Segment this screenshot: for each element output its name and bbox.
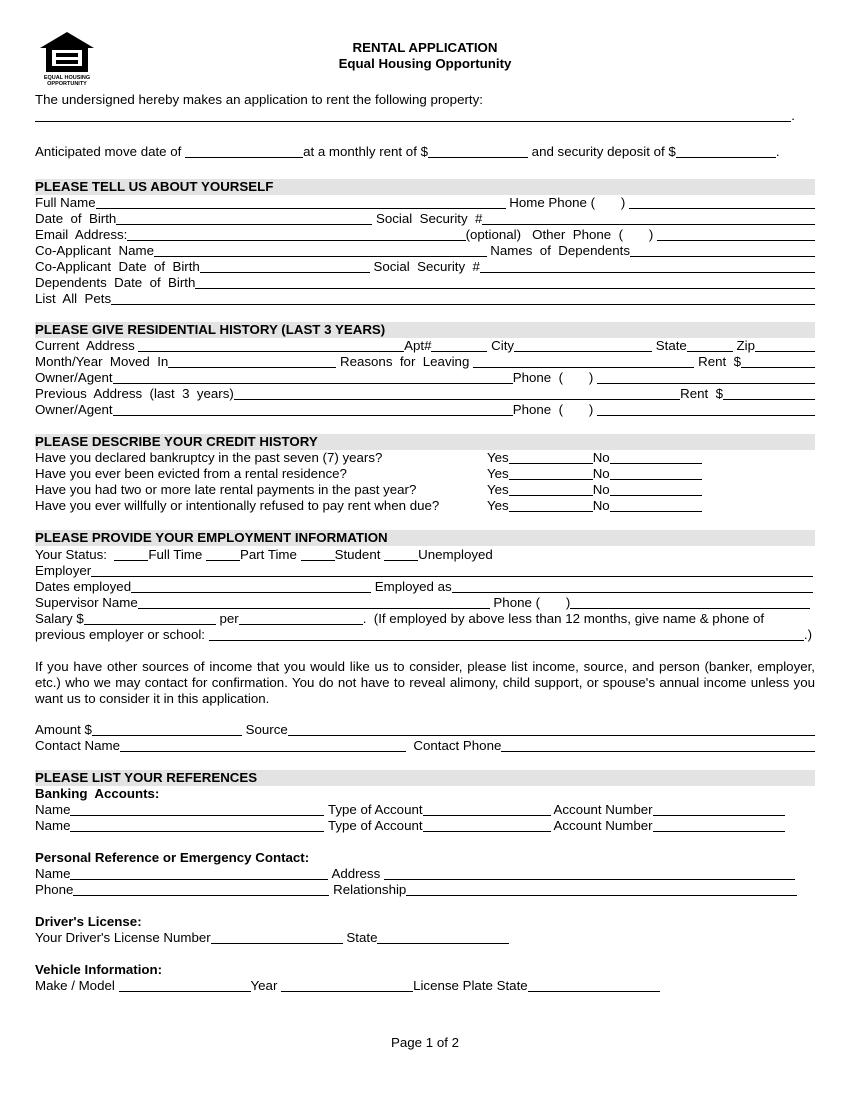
bank-name-label: Name [35,818,71,833]
dob-field[interactable] [116,212,372,225]
previous-employer-row [35,627,812,643]
dependents-field[interactable] [630,244,815,257]
account-type-field[interactable] [423,819,551,832]
dl-state-label: State [342,930,378,945]
email-label: Email Address: [35,227,128,242]
owner-field[interactable] [113,371,513,384]
banking-heading [35,786,815,802]
owner2-phone-field[interactable] [597,403,815,416]
owner2-label: Owner/Agent [35,402,113,417]
deposit-label: and security deposit of $ [527,144,676,159]
yes-label: Yes [487,466,509,481]
yes-label: Yes [487,450,509,465]
previous-address-row [35,386,815,402]
dates-row [35,579,813,595]
dep-dob-row [35,275,815,291]
coapp-name-field[interactable] [154,244,487,257]
no-field[interactable] [610,499,702,512]
account-type-field[interactable] [423,803,551,816]
per-label: per [215,611,239,626]
unemployed-label: Unemployed [418,547,493,562]
city-field[interactable] [514,339,652,352]
pets-row [35,291,815,307]
yes-field[interactable] [509,451,593,464]
status-label: Your Status: [35,547,115,562]
other-phone-label: (optional) Other Phone ( ) [465,227,657,242]
rent2-field[interactable] [723,387,815,400]
moved-in-field[interactable] [168,355,336,368]
no-field[interactable] [610,467,702,480]
rent2-label: Rent $ [680,386,723,401]
unemployed-checkbox[interactable] [384,548,418,561]
supervisor-phone-field[interactable] [570,596,810,609]
student-checkbox[interactable] [301,548,335,561]
account-number-label: Account Number [550,818,653,833]
monthly-rent-label: at a monthly rent of $ [303,144,428,159]
make-label: Make / Model [35,978,119,993]
personal-heading [35,850,815,866]
amount-field[interactable] [92,723,242,736]
credit-question: Have you ever willfully or intentionally refused to pay rent when due? [35,498,440,513]
owner-row [35,370,815,386]
apt-field[interactable] [431,339,487,352]
credit-row-4 [35,498,702,514]
status-row [35,547,493,563]
full-name-label: Full Name [35,195,96,210]
full-time-label: Full Time [148,547,206,562]
section-about-yourself: PLEASE TELL US ABOUT YOURSELF [35,179,815,195]
owner2-field[interactable] [113,403,513,416]
move-row [35,144,798,160]
property-row [35,108,795,124]
email-field[interactable] [127,228,465,241]
dependents-label: Names of Dependents [486,243,630,258]
contact-name-label: Contact Name [35,738,120,753]
owner2-row [35,402,815,418]
account-type-label: Type of Account [324,818,423,833]
credit-question: Have you had two or more late rental payments in the past year? [35,482,417,497]
previous-address-label: Previous Address (last 3 years) [35,386,234,401]
amount-label: Amount $ [35,722,92,737]
dates-employed-field[interactable] [131,580,371,593]
page-title [0,40,850,72]
full-name-field[interactable] [96,196,506,209]
personal-name-label: Name [35,866,71,881]
income-paragraph: If you have other sources of income that you would like us to consider, please list income, source, and person (banker, employer, etc.) who we may contact for confirmation. You do not have to reveal alimony, child support, or spouse's annual income unless you want us to consider it in this application. [35,659,815,706]
moved-in-label: Month/Year Moved In [35,354,169,369]
monthly-rent-field[interactable] [428,145,528,158]
bank-row-1 [35,802,785,818]
intro-row [35,92,815,108]
dob-label: Date of Birth [35,211,117,226]
section-references: PLEASE LIST YOUR REFERENCES [35,770,815,786]
yes-field[interactable] [509,467,593,480]
deposit-field[interactable] [676,145,776,158]
salary-label: Salary $ [35,611,84,626]
bank-row-2 [35,818,785,834]
pets-label: List All Pets [35,291,112,306]
owner2-phone-label: Phone ( ) [512,402,597,417]
pets-field[interactable] [111,292,815,305]
drivers-heading [35,914,815,930]
year-field[interactable] [281,979,413,992]
vehicle-label: Vehicle Information: [35,962,163,977]
salary-row [35,611,764,627]
plate-field[interactable] [528,979,660,992]
source-field[interactable] [288,723,815,736]
owner-phone-field[interactable] [597,371,815,384]
current-address-field[interactable] [138,339,404,352]
bank-name-field[interactable] [70,803,324,816]
coapp-ssn-label: Social Security # [369,259,480,274]
reasons-label: Reasons for Leaving [336,354,474,369]
contact-phone-field[interactable] [501,739,815,752]
coapp-ssn-field[interactable] [480,260,815,273]
previous-employer-label: previous employer or school: [35,627,209,642]
contact-name-field[interactable] [120,739,406,752]
salary-field[interactable] [84,612,216,625]
coapp-dob-row [35,259,815,275]
no-label: No [592,498,610,513]
apt-label: Apt# [404,338,432,353]
personal-name-row [35,866,795,882]
credit-row-2 [35,466,702,482]
account-number-label: Account Number [550,802,653,817]
full-time-checkbox[interactable] [114,548,148,561]
no-label: No [592,466,610,481]
yes-label: Yes [487,482,509,497]
rent-field[interactable] [741,355,815,368]
owner-label: Owner/Agent [35,370,113,385]
contact-phone-label: Contact Phone [406,738,502,753]
city-label: City [487,338,515,353]
property-field[interactable] [35,109,791,122]
employer-label: Employer [35,563,92,578]
address-field[interactable] [384,867,795,880]
move-date-label: Anticipated move date of [35,144,186,159]
drivers-row [35,930,509,946]
page-number: Page 1 of 2 [390,1035,460,1050]
rent-label: Rent $ [694,354,741,369]
dep-dob-field[interactable] [195,276,815,289]
supervisor-phone-label: Phone ( ) [489,595,571,610]
salary-note: . (If employed by above less than 12 months, give name & phone of [362,611,765,626]
employer-row [35,563,813,579]
coapp-name-label: Co-Applicant Name [35,243,154,258]
full-name-row [35,195,815,211]
supervisor-field[interactable] [138,596,490,609]
relationship-label: Relationship [329,882,407,897]
employer-field[interactable] [91,564,813,577]
year-label: Year [250,978,282,993]
move-date-field[interactable] [185,145,303,158]
owner-phone-label: Phone ( ) [512,370,597,385]
personal-phone-field[interactable] [73,883,329,896]
personal-phone-row [35,882,797,898]
credit-question: Have you declared bankruptcy in the past seven (7) years? [35,450,383,465]
intro-text: The undersigned hereby makes an application to rent the following property: [35,92,483,107]
move-end: . [775,144,780,159]
amount-row [35,722,815,738]
home-phone-field[interactable] [629,196,815,209]
employed-as-field[interactable] [452,580,813,593]
current-address-label: Current Address [35,338,139,353]
source-label: Source [241,722,288,737]
credit-row-1 [35,450,702,466]
plate-label: License Plate State [413,978,528,993]
reasons-field[interactable] [473,355,694,368]
section-residential-history: PLEASE GIVE RESIDENTIAL HISTORY (LAST 3 YEARS) [35,322,815,338]
account-number-field[interactable] [653,803,785,816]
coapp-dob-field[interactable] [200,260,370,273]
dates-employed-label: Dates employed [35,579,132,594]
subtitle: Equal Housing Opportunity [338,56,512,71]
personal-label: Personal Reference or Emergency Contact: [35,850,310,865]
current-address-row [35,338,815,354]
personal-phone-label: Phone [35,882,74,897]
coapp-dob-label: Co-Applicant Date of Birth [35,259,200,274]
yes-field[interactable] [509,483,593,496]
zip-field[interactable] [755,339,815,352]
drivers-label: Driver's License: [35,914,142,929]
previous-employer-field[interactable] [209,628,804,641]
bank-name-label: Name [35,802,71,817]
student-label: Student [334,547,385,562]
previous-address-field[interactable] [234,387,680,400]
coapp-name-row [35,243,815,259]
zip-label: Zip [732,338,755,353]
logo-text-2: OPPORTUNITY [47,81,87,86]
account-type-label: Type of Account [324,802,423,817]
dl-number-label: Your Driver's License Number [35,930,211,945]
banking-label: Banking Accounts: [35,786,160,801]
per-field[interactable] [239,612,363,625]
previous-employer-end: .) [803,627,812,642]
address-label: Address [328,866,384,881]
dob-row [35,211,815,227]
yes-field[interactable] [509,499,593,512]
logo-text-1: EQUAL HOUSING [43,75,91,81]
ssn-label: Social Security # [372,211,483,226]
yes-label: Yes [487,498,509,513]
part-time-label: Part Time [239,547,301,562]
dl-state-field[interactable] [377,931,509,944]
state-label: State [652,338,687,353]
bank-name-field[interactable] [70,819,324,832]
moved-in-row [35,354,815,370]
ssn-field[interactable] [482,212,815,225]
no-label: No [592,482,610,497]
personal-name-field[interactable] [70,867,328,880]
supervisor-label: Supervisor Name [35,595,138,610]
employed-as-label: Employed as [371,579,452,594]
no-label: No [592,450,610,465]
no-field[interactable] [610,483,702,496]
home-phone-label: Home Phone ( ) [505,195,629,210]
no-field[interactable] [610,451,702,464]
property-end: . [791,108,795,123]
contact-row [35,738,815,754]
credit-row-3 [35,482,702,498]
vehicle-heading [35,962,815,978]
make-field[interactable] [119,979,251,992]
supervisor-row [35,595,810,611]
state-field[interactable] [687,339,733,352]
dep-dob-label: Dependents Date of Birth [35,275,196,290]
title: RENTAL APPLICATION [352,40,498,55]
credit-question: Have you ever been evicted from a rental residence? [35,466,347,481]
other-phone-field[interactable] [657,228,815,241]
account-number-field[interactable] [653,819,785,832]
relationship-field[interactable] [406,883,797,896]
dl-number-field[interactable] [211,931,343,944]
section-credit-history: PLEASE DESCRIBE YOUR CREDIT HISTORY [35,434,815,450]
vehicle-row [35,978,660,994]
section-employment: PLEASE PROVIDE YOUR EMPLOYMENT INFORMATION [35,530,815,546]
email-row [35,227,815,243]
part-time-checkbox[interactable] [206,548,240,561]
